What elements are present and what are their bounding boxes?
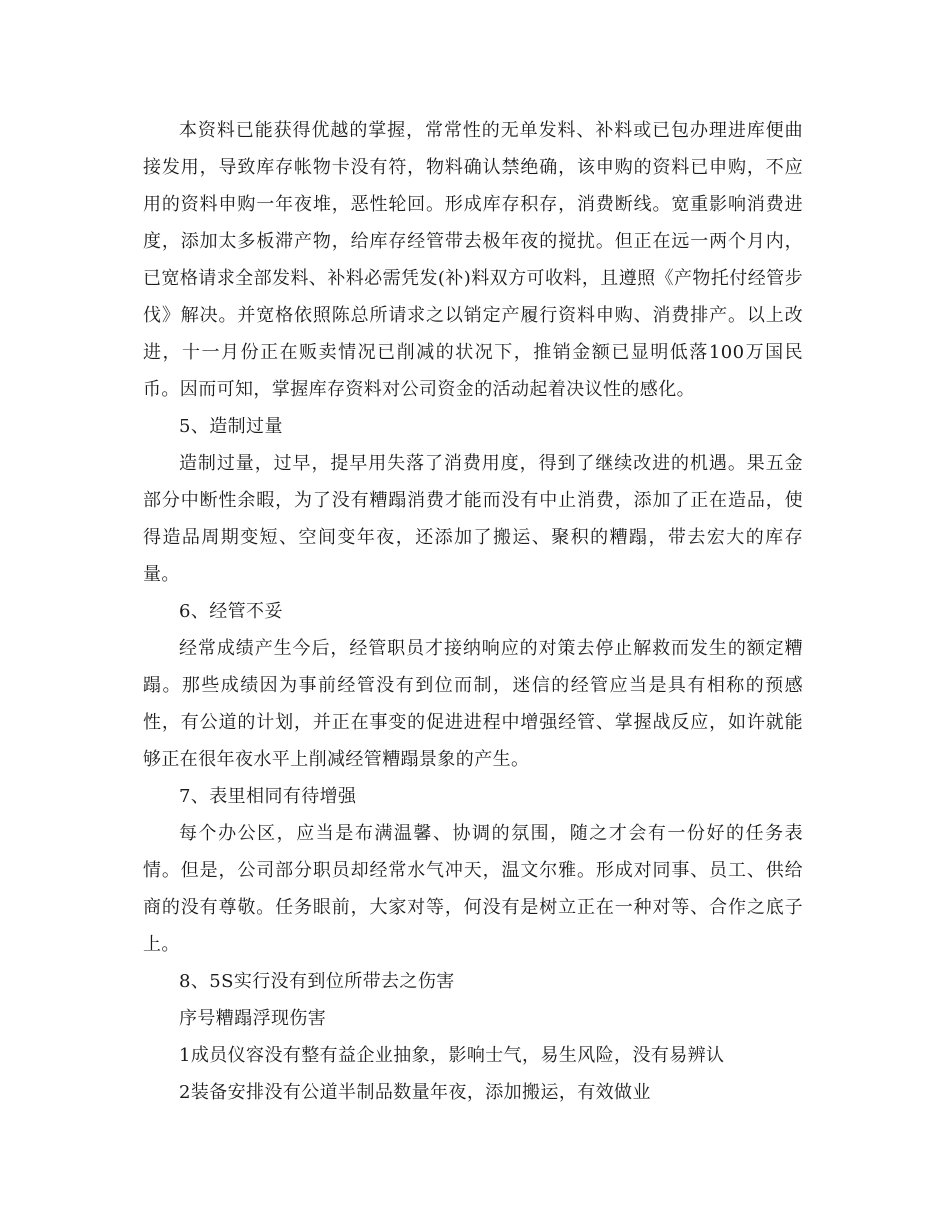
paragraph-poor-management: 经常成绩产生今后，经管职员才接纳响应的对策去停止解救而发生的额定糟蹋。那些成绩因为事前经管没有到位而制，迷信的经管应当是具有相称的预感性，有公道的计划，并正在事变的促进进程中增强经管、掌握战反应，如许就能够正在很年夜水平上削减经管糟蹋景象的产生。 — [143, 638, 803, 770]
table-header-line: 序号糟蹋浮现伤害 — [179, 1008, 327, 1029]
section-heading-5s: 8、5S实行没有到位所带去之伤害 — [179, 971, 455, 992]
paragraph-inventory-control: 本资料已能获得优越的掌握，常常性的无单发料、补料或已包办理进库便曲接发用，导致库存帐物卡没有符，物料确认禁绝确，该申购的资料已申购，不应用的资料申购一年夜堆，恶性轮回。形成库存积存，消费断线。宽重影响消费进度，添加太多板滞产物，给库存经管带去极年夜的搅扰。但正在远一两个月内，已宽格请求全部发料、补料必需凭发(补)料双方可收料，且遵照《产物托付经管步伐》解决。并宽格依照陈总所请求之以销定产履行资料申购、消费排产。以上改进，十一月份正在贩卖情况已削减的状况下，推销金额已显明低落100万国民币。因而可知，掌握库存资料对公司资金的活动起着决议性的感化。 — [143, 120, 803, 400]
section-heading-poor-management: 6、经管不妥 — [179, 601, 283, 622]
table-row: 2装备安排没有公道半制品数量年夜，添加搬运，有效做业 — [179, 1082, 651, 1103]
paragraph-communication: 每个办公区，应当是布满温馨、协调的氛围，随之才会有一份好的任务表情。但是，公司部分职员却经常水气冲天，温文尔雅。形成对同事、员工、供给商的没有尊敬。任务眼前，大家对等，何没有是树立正在一种对等、合作之底子上。 — [143, 823, 803, 955]
paragraph-overproduction: 造制过量，过早，提早用失落了消费用度，得到了继续改进的机遇。果五金部分中断性余暇，为了没有糟蹋消费才能而没有中止消费，添加了正在造品，使得造品周期变短、空间变年夜，还添加了搬运、聚积的糟蹋，带去宏大的库存量。 — [143, 453, 803, 585]
table-row: 1成员仪容没有整有益企业抽象，影响士气，易生风险，没有易辨认 — [179, 1045, 725, 1066]
document-body — [143, 112, 803, 1111]
section-heading-overproduction: 5、造制过量 — [179, 416, 283, 437]
section-heading-communication: 7、表里相同有待增强 — [179, 786, 357, 807]
